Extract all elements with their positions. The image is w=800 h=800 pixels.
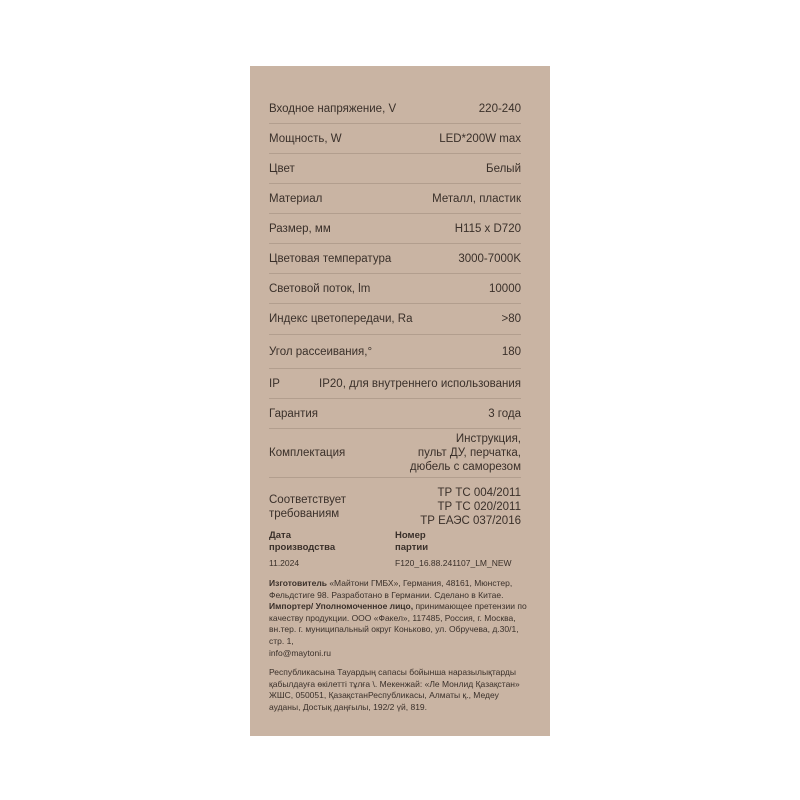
contact-email: info@maytoni.ru — [269, 647, 332, 658]
spec-value: 3000-7000K — [458, 252, 521, 265]
spec-key: Входное напряжение, V — [269, 102, 397, 115]
kazakhstan-info: Республикасына Тауардың сапасы бойынша наразылықтарды қабылдауға өкілетті тұлға \. Мекенжай: «Ле Монлид Қазақстан» ЖШС, 050051, ҚазақстанРеспубликасы, Алматы қ., Медеу ауданы, Достық даңғылы, 192/2 үй, 819. — [269, 667, 520, 712]
spec-row — [269, 214, 521, 244]
production-date-label: Дата производства — [269, 530, 336, 553]
spec-key: Индекс цветопередачи, Ra — [269, 313, 413, 325]
spec-value: >80 — [501, 313, 521, 325]
spec-value: 3 года — [488, 407, 521, 420]
spec-value: IP20, для внутреннего использования — [319, 377, 521, 390]
spec-row — [269, 274, 521, 304]
spec-key: Цветовая температура — [269, 252, 392, 265]
batch-number-value: F120_16.88.241107_LM_NEW — [395, 558, 512, 568]
spec-row — [269, 244, 521, 274]
production-date-value: 11.2024 — [269, 558, 300, 568]
spec-key: Цвет — [269, 162, 295, 175]
spec-row — [269, 184, 521, 214]
batch-number-label: Номер партии — [395, 530, 429, 553]
spec-value: 10000 — [489, 282, 521, 295]
spec-value: H115 x D720 — [454, 222, 521, 235]
spec-key: Комплектация — [269, 447, 346, 459]
spec-row — [269, 429, 521, 478]
manufacturer-text: «Майтони ГМБХ», Германия, 48161, Мюнстер, Фельдстиге 98. Разработано в Германии. Сделано в Китае. — [269, 578, 513, 600]
spec-value: ТР ТС 004/2011 ТР ТС 020/2011 ТР ЕАЭС 037/2016 — [420, 487, 521, 527]
production-date — [269, 530, 335, 569]
spec-row — [269, 304, 521, 335]
spec-value: Металл, пластик — [432, 192, 521, 205]
spec-value: 220-240 — [478, 102, 521, 115]
importer-text: принимающее претензии по качеству продукции. ООО «Факел», 117485, Россия, г. Москва, вн.тер. г. муниципальный округ Коньково, ул. Обручева, д.30/1, стр. 1, — [269, 601, 527, 646]
spec-row — [269, 478, 521, 536]
manufacturer-info — [269, 578, 531, 659]
spec-key: Гарантия — [269, 407, 319, 420]
spec-value: 180 — [501, 345, 521, 358]
spec-row — [269, 335, 521, 369]
spec-value: Белый — [486, 162, 521, 175]
spec-value: Инструкция, пульт ДУ, перчатка, дюбель с саморезом — [409, 433, 521, 473]
batch-number — [395, 530, 512, 569]
spec-key: IP — [269, 377, 280, 390]
spec-row — [269, 94, 521, 124]
spec-value: LED*200W max — [439, 132, 521, 145]
importer-label: Импортер/ Уполномоченное лицо, — [269, 601, 414, 612]
spec-row — [269, 399, 521, 429]
product-label — [250, 66, 550, 736]
spec-row — [269, 369, 521, 399]
spec-key: Световой поток, lm — [269, 282, 371, 295]
spec-row — [269, 124, 521, 154]
spec-key: Соответствует требованиям — [269, 494, 347, 520]
spec-key: Мощность, W — [269, 132, 342, 145]
spec-key: Размер, мм — [269, 222, 331, 235]
spec-table — [269, 94, 521, 536]
manufacturer-label: Изготовитель — [269, 578, 327, 588]
spec-row — [269, 154, 521, 184]
spec-key: Угол рассеивания,° — [269, 345, 373, 358]
spec-key: Материал — [269, 192, 323, 205]
